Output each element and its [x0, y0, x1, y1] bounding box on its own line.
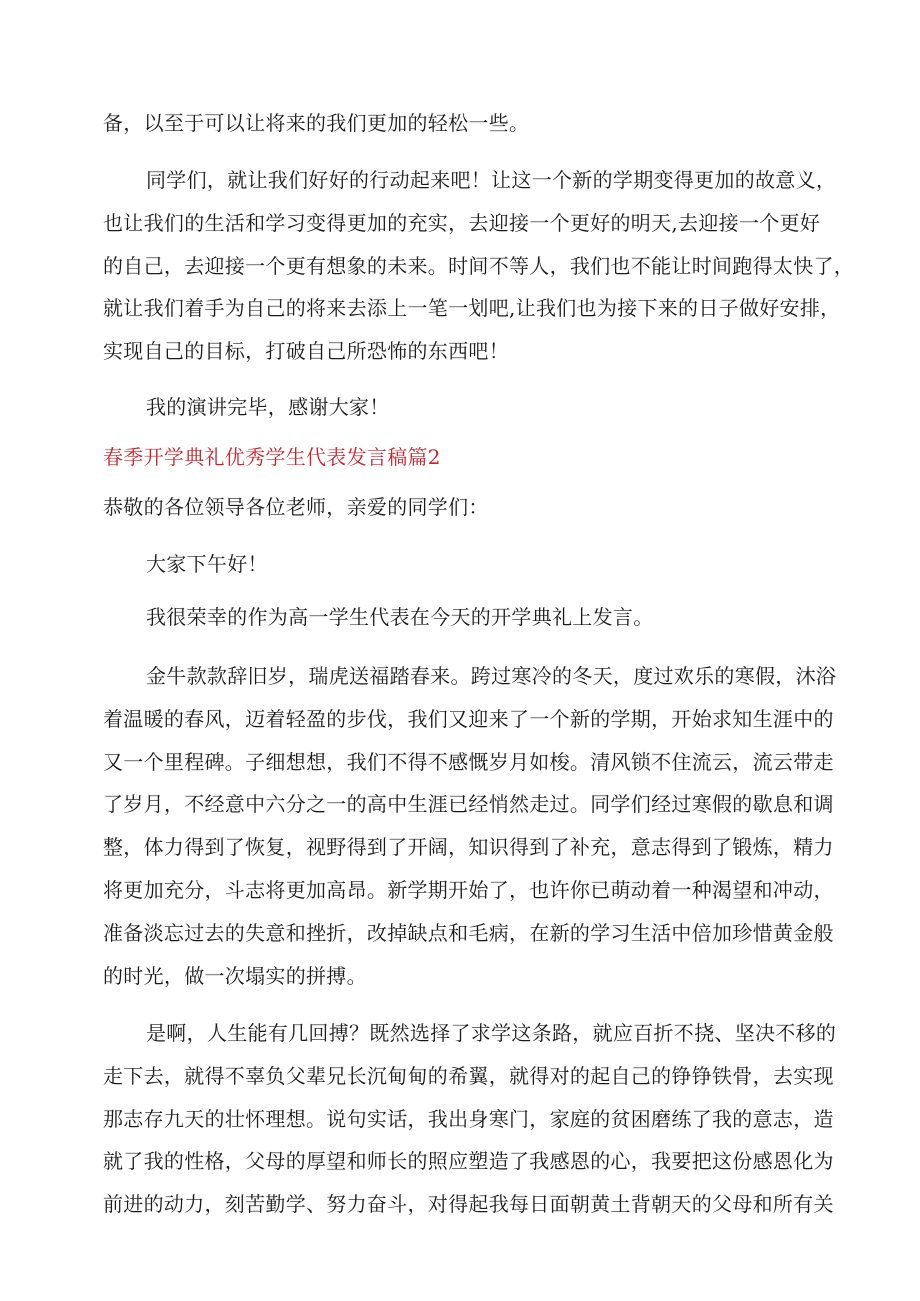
text-line: 金牛款款辞旧岁，瑞虎送福踏春来。跨过寒冷的冬天，度过欢乐的寒假，沐浴: [146, 664, 837, 688]
paragraph-call-to-action: [103, 159, 855, 373]
text-line: 实现自己的目标，打破自己所恐怖的东西吧！: [103, 339, 509, 364]
text-line: 就让我们着手为自己的将来去添上一笔一划吧,让我们也为接下来的日子做好安排，: [103, 296, 841, 321]
text-line: 我的演讲完毕，感谢大家！: [146, 395, 390, 419]
paragraph-closing: [103, 386, 833, 429]
text-line: 整，体力得到了恢复，视野得到了开阔，知识得到了补充，意志得到了锻炼，精力: [103, 835, 834, 860]
text-line: 是啊，人生能有几回搏？既然选择了求学这条路，就应百折不挠、坚决不移的: [146, 1021, 837, 1045]
section-heading: 春季开学典礼优秀学生代表发言稿篇2: [103, 445, 441, 469]
text-line: 了岁月，不经意中六分之一的高中生涯已经悄然走过。同学们经过寒假的歇息和调: [103, 792, 834, 817]
paragraph-preparation: [103, 102, 833, 145]
text-line: 同学们，就让我们好好的行动起来吧！让这一个新的学期变得更加的故意义，: [146, 168, 837, 192]
text-line: 前进的动力，刻苦勤学、努力奋斗，对得起我每日面朝黄土背朝天的父母和所有关: [103, 1192, 834, 1217]
text-line: 备，以至于可以让将来的我们更加的轻松一些。: [103, 111, 530, 135]
text-line: 那志存九天的壮怀理想。说句实话，我出身寒门，家庭的贫困磨练了我的意志，造: [103, 1106, 834, 1131]
text-line: 的时光，做一次塌实的拼搏。: [103, 963, 367, 988]
text-line: 也让我们的生活和学习变得更加的充实，去迎接一个更好的明天,去迎接一个更好: [103, 210, 821, 235]
paragraph-intro: 我很荣幸的作为高一学生代表在今天的开学典礼上发言。: [146, 605, 654, 629]
text-line: 准备淡忘过去的失意和挫折，改掉缺点和毛病，在新的学习生活中倍加珍惜黄金般: [103, 920, 834, 945]
text-line: 的自己，去迎接一个更有想象的未来。时间不等人，我们也不能让时间跑得太快了，: [103, 253, 855, 278]
greeting: 大家下午好！: [146, 552, 268, 576]
text-line: 就了我的性格，父母的厚望和师长的照应塑造了我感恩的心，我要把这份感恩化为: [103, 1149, 834, 1174]
paragraph-life-struggle: [103, 1012, 837, 1226]
text-line: 走下去，就得不辜负父辈兄长沉甸甸的希翼，就得对的起自己的铮铮铁骨，去实现: [103, 1063, 834, 1088]
text-line: 又一个里程碑。子细想想，我们不得不感慨岁月如梭。清风锁不住流云，流云带走: [103, 749, 834, 774]
text-line: 着温暖的春风，迈着轻盈的步伐，我们又迎来了一个新的学期，开始求知生涯中的: [103, 706, 834, 731]
paragraph-new-semester: [103, 655, 837, 997]
text-line: 将更加充分，斗志将更加高昂。新学期开始了，也许你已萌动着一种渴望和冲动，: [103, 877, 834, 902]
salutation: 恭敬的各位领导各位老师，亲爱的同学们：: [103, 495, 489, 519]
